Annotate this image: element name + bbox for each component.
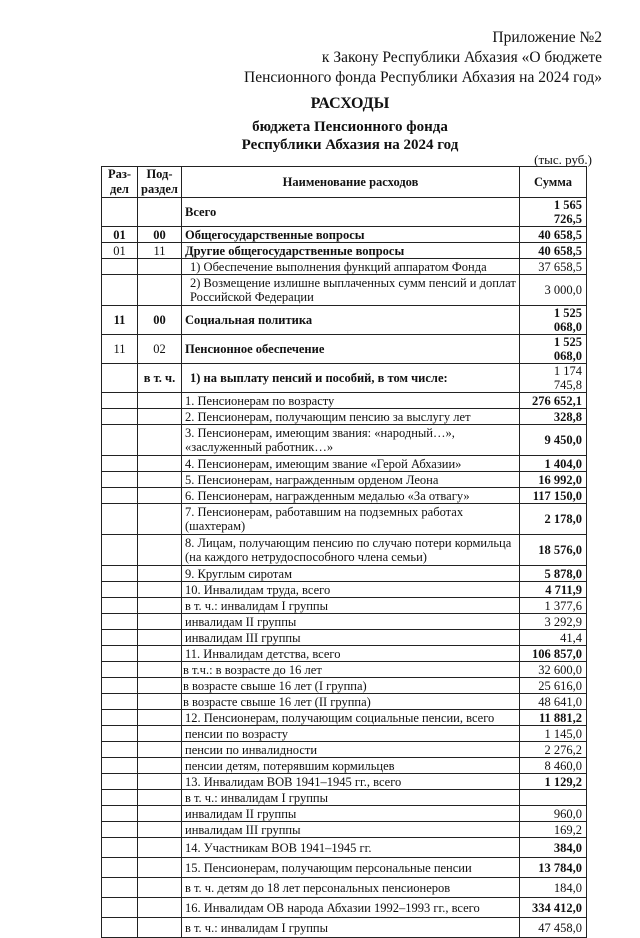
name-cell: 8. Лицам, получающим пенсию по случаю потери кормильца (на каждого нетрудоспособного члена семьи) xyxy=(182,535,520,566)
sum-cell: 16 992,0 xyxy=(520,472,587,488)
table-row xyxy=(102,918,587,938)
razdel-cell xyxy=(102,456,138,472)
podrazdel-cell xyxy=(138,774,182,790)
table-row xyxy=(102,806,587,822)
table-row xyxy=(102,710,587,726)
razdel-cell xyxy=(102,726,138,742)
sum-cell: 37 658,5 xyxy=(520,259,587,275)
name-cell: 1. Пенсионерам по возрасту xyxy=(182,393,520,409)
razdel-cell xyxy=(102,488,138,504)
sum-cell: 106 857,0 xyxy=(520,646,587,662)
name-cell: 1) на выплату пенсий и пособий, в том числе: xyxy=(182,364,520,393)
sum-cell: 1 525 068,0 xyxy=(520,306,587,335)
table-row xyxy=(102,878,587,898)
table-row xyxy=(102,472,587,488)
sum-cell: 9 450,0 xyxy=(520,425,587,456)
podrazdel-cell xyxy=(138,806,182,822)
podrazdel-cell: 00 xyxy=(138,227,182,243)
name-cell: 4. Пенсионерам, имеющим звание «Герой Абхазии» xyxy=(182,456,520,472)
razdel-cell xyxy=(102,878,138,898)
table-row xyxy=(102,488,587,504)
name-cell: пенсии детям, потерявшим кормильцев xyxy=(182,758,520,774)
table-body xyxy=(102,198,587,938)
sum-cell: 8 460,0 xyxy=(520,758,587,774)
podrazdel-cell xyxy=(138,710,182,726)
name-cell: инвалидам III группы xyxy=(182,630,520,646)
podrazdel-cell: 02 xyxy=(138,335,182,364)
sum-cell: 3 292,9 xyxy=(520,614,587,630)
razdel-cell xyxy=(102,646,138,662)
table-row xyxy=(102,662,587,678)
table-row xyxy=(102,566,587,582)
podrazdel-cell xyxy=(138,198,182,227)
appendix-line: к Закону Республики Абхазия «О бюджете xyxy=(321,49,602,66)
table-row xyxy=(102,535,587,566)
table-row xyxy=(102,198,587,227)
razdel-cell xyxy=(102,806,138,822)
razdel-cell xyxy=(102,630,138,646)
sum-cell: 1 145,0 xyxy=(520,726,587,742)
razdel-cell xyxy=(102,742,138,758)
table-row xyxy=(102,838,587,858)
podrazdel-cell xyxy=(138,822,182,838)
razdel-cell xyxy=(102,774,138,790)
podrazdel-cell xyxy=(138,726,182,742)
table-row xyxy=(102,364,587,393)
razdel-cell xyxy=(102,790,138,806)
name-cell: пенсии по возрасту xyxy=(182,726,520,742)
name-cell: Социальная политика xyxy=(182,306,520,335)
name-cell: 5. Пенсионерам, награжденным орденом Леона xyxy=(182,472,520,488)
podrazdel-cell xyxy=(138,858,182,878)
razdel-cell xyxy=(102,259,138,275)
podrazdel-cell xyxy=(138,614,182,630)
podrazdel-cell xyxy=(138,646,182,662)
sum-cell: 40 658,5 xyxy=(520,243,587,259)
table-row xyxy=(102,822,587,838)
sum-cell: 1 565 726,5 xyxy=(520,198,587,227)
razdel-cell xyxy=(102,822,138,838)
razdel-cell xyxy=(102,504,138,535)
podrazdel-cell xyxy=(138,582,182,598)
table-row xyxy=(102,678,587,694)
razdel-cell xyxy=(102,694,138,710)
name-cell: Другие общегосударственные вопросы xyxy=(182,243,520,259)
table-row xyxy=(102,227,587,243)
table-row xyxy=(102,582,587,598)
podrazdel-cell xyxy=(138,898,182,918)
name-cell: в т. ч.: инвалидам I группы xyxy=(182,790,520,806)
razdel-cell xyxy=(102,614,138,630)
table-row xyxy=(102,614,587,630)
sum-cell: 40 658,5 xyxy=(520,227,587,243)
sum-cell: 334 412,0 xyxy=(520,898,587,918)
table-row xyxy=(102,726,587,742)
razdel-cell xyxy=(102,409,138,425)
unit-label: (тыс. руб.) xyxy=(534,152,592,167)
sum-cell: 1 174 745,8 xyxy=(520,364,587,393)
name-cell: 14. Участникам ВОВ 1941–1945 гг. xyxy=(182,838,520,858)
razdel-cell xyxy=(102,598,138,614)
sum-cell: 960,0 xyxy=(520,806,587,822)
podrazdel-cell xyxy=(138,259,182,275)
sum-cell: 13 784,0 xyxy=(520,858,587,878)
table-row xyxy=(102,694,587,710)
table-row xyxy=(102,243,587,259)
sum-cell: 5 878,0 xyxy=(520,566,587,582)
podrazdel-cell xyxy=(138,425,182,456)
name-cell: инвалидам II группы xyxy=(182,614,520,630)
name-cell: инвалидам III группы xyxy=(182,822,520,838)
razdel-cell xyxy=(102,858,138,878)
razdel-cell: 01 xyxy=(102,243,138,259)
header-razdel: Раз- дел xyxy=(102,167,138,198)
sum-cell: 11 881,2 xyxy=(520,710,587,726)
sum-cell: 48 641,0 xyxy=(520,694,587,710)
sum-cell: 184,0 xyxy=(520,878,587,898)
razdel-cell xyxy=(102,918,138,938)
razdel-cell xyxy=(102,710,138,726)
appendix-line: Приложение №2 xyxy=(492,29,602,46)
appendix-header xyxy=(244,28,602,88)
podrazdel-cell xyxy=(138,694,182,710)
razdel-cell xyxy=(102,393,138,409)
sum-cell: 1 525 068,0 xyxy=(520,335,587,364)
sum-cell: 1 404,0 xyxy=(520,456,587,472)
name-cell: 16. Инвалидам ОВ народа Абхазии 1992–1993 гг., всего xyxy=(182,898,520,918)
podrazdel-cell xyxy=(138,678,182,694)
podrazdel-cell xyxy=(138,535,182,566)
header-name: Наименование расходов xyxy=(182,167,520,198)
table-row xyxy=(102,409,587,425)
sum-cell: 384,0 xyxy=(520,838,587,858)
table-row xyxy=(102,742,587,758)
sum-cell: 3 000,0 xyxy=(520,275,587,306)
name-cell: в т. ч.: инвалидам I группы xyxy=(182,598,520,614)
razdel-cell: 01 xyxy=(102,227,138,243)
razdel-cell: 11 xyxy=(102,306,138,335)
name-cell: в возрасте свыше 16 лет (I группа) xyxy=(182,678,520,694)
razdel-cell xyxy=(102,758,138,774)
razdel-cell xyxy=(102,364,138,393)
name-cell: 2. Пенсионерам, получающим пенсию за выслугу лет xyxy=(182,409,520,425)
name-cell: Общегосударственные вопросы xyxy=(182,227,520,243)
podrazdel-cell xyxy=(138,456,182,472)
table-row xyxy=(102,335,587,364)
sum-cell: 25 616,0 xyxy=(520,678,587,694)
sum-cell: 2 178,0 xyxy=(520,504,587,535)
header-sum: Сумма xyxy=(520,167,587,198)
razdel-cell xyxy=(102,198,138,227)
document-title: РАСХОДЫ xyxy=(310,95,390,112)
sum-cell xyxy=(520,790,587,806)
table-row xyxy=(102,393,587,409)
name-cell: 15. Пенсионерам, получающим персональные пенсии xyxy=(182,858,520,878)
table-row xyxy=(102,306,587,335)
razdel-cell xyxy=(102,898,138,918)
name-cell: 7. Пенсионерам, работавшим на подземных работах (шахтерам) xyxy=(182,504,520,535)
podrazdel-cell xyxy=(138,409,182,425)
podrazdel-cell: в т. ч. xyxy=(138,364,182,393)
name-cell: 3. Пенсионерам, имеющим звания: «народный…», «заслуженный работник…» xyxy=(182,425,520,456)
razdel-cell xyxy=(102,662,138,678)
table-row xyxy=(102,504,587,535)
sum-cell: 328,8 xyxy=(520,409,587,425)
podrazdel-cell xyxy=(138,275,182,306)
sum-cell: 169,2 xyxy=(520,822,587,838)
name-cell: инвалидам II группы xyxy=(182,806,520,822)
name-cell: в возрасте свыше 16 лет (II группа) xyxy=(182,694,520,710)
podrazdel-cell xyxy=(138,790,182,806)
table-row xyxy=(102,646,587,662)
subtitle-line: Республики Абхазия на 2024 год xyxy=(241,137,459,153)
podrazdel-cell xyxy=(138,742,182,758)
table-row xyxy=(102,259,587,275)
podrazdel-cell xyxy=(138,566,182,582)
razdel-cell xyxy=(102,582,138,598)
podrazdel-cell xyxy=(138,918,182,938)
razdel-cell xyxy=(102,566,138,582)
name-cell: 12. Пенсионерам, получающим социальные пенсии, всего xyxy=(182,710,520,726)
name-cell: в т. ч.: инвалидам I группы xyxy=(182,918,520,938)
sum-cell: 276 652,1 xyxy=(520,393,587,409)
name-cell: 10. Инвалидам труда, всего xyxy=(182,582,520,598)
sum-cell: 2 276,2 xyxy=(520,742,587,758)
podrazdel-cell: 00 xyxy=(138,306,182,335)
table-row xyxy=(102,598,587,614)
table-row xyxy=(102,858,587,878)
podrazdel-cell xyxy=(138,598,182,614)
expenses-table xyxy=(101,166,587,938)
podrazdel-cell xyxy=(138,758,182,774)
table-row xyxy=(102,425,587,456)
name-cell: 9. Круглым сиротам xyxy=(182,566,520,582)
name-cell: 6. Пенсионерам, награжденным медалью «За отвагу» xyxy=(182,488,520,504)
table-row xyxy=(102,456,587,472)
document-subtitle xyxy=(0,118,640,154)
podrazdel-cell xyxy=(138,838,182,858)
name-cell: 13. Инвалидам ВОВ 1941–1945 гг., всего xyxy=(182,774,520,790)
podrazdel-cell xyxy=(138,393,182,409)
name-cell: Пенсионное обеспечение xyxy=(182,335,520,364)
podrazdel-cell: 11 xyxy=(138,243,182,259)
sum-cell: 1 129,2 xyxy=(520,774,587,790)
sum-cell: 1 377,6 xyxy=(520,598,587,614)
sum-cell: 41,4 xyxy=(520,630,587,646)
razdel-cell: 11 xyxy=(102,335,138,364)
appendix-line: Пенсионного фонда Республики Абхазия на 2024 год» xyxy=(244,69,602,86)
subtitle-line: бюджета Пенсионного фонда xyxy=(252,119,448,135)
table-row xyxy=(102,774,587,790)
sum-cell: 32 600,0 xyxy=(520,662,587,678)
name-cell: в т. ч. детям до 18 лет персональных пенсионеров xyxy=(182,878,520,898)
name-cell: 2) Возмещение излишне выплаченных сумм пенсий и доплат Российской Федерации xyxy=(182,275,520,306)
podrazdel-cell xyxy=(138,472,182,488)
table-row xyxy=(102,790,587,806)
sum-cell: 117 150,0 xyxy=(520,488,587,504)
razdel-cell xyxy=(102,472,138,488)
name-cell: Всего xyxy=(182,198,520,227)
razdel-cell xyxy=(102,678,138,694)
razdel-cell xyxy=(102,535,138,566)
razdel-cell xyxy=(102,838,138,858)
podrazdel-cell xyxy=(138,630,182,646)
table-row xyxy=(102,630,587,646)
name-cell: 11. Инвалидам детства, всего xyxy=(182,646,520,662)
razdel-cell xyxy=(102,275,138,306)
table-row xyxy=(102,898,587,918)
table-row xyxy=(102,758,587,774)
razdel-cell xyxy=(102,425,138,456)
sum-cell: 4 711,9 xyxy=(520,582,587,598)
sum-cell: 47 458,0 xyxy=(520,918,587,938)
podrazdel-cell xyxy=(138,488,182,504)
table-row xyxy=(102,275,587,306)
podrazdel-cell xyxy=(138,878,182,898)
podrazdel-cell xyxy=(138,504,182,535)
podrazdel-cell xyxy=(138,662,182,678)
name-cell: 1) Обеспечение выполнения функций аппаратом Фонда xyxy=(182,259,520,275)
sum-cell: 18 576,0 xyxy=(520,535,587,566)
name-cell: пенсии по инвалидности xyxy=(182,742,520,758)
header-podrazdel: Под- раздел xyxy=(138,167,182,198)
name-cell: в т.ч.: в возрасте до 16 лет xyxy=(182,662,520,678)
